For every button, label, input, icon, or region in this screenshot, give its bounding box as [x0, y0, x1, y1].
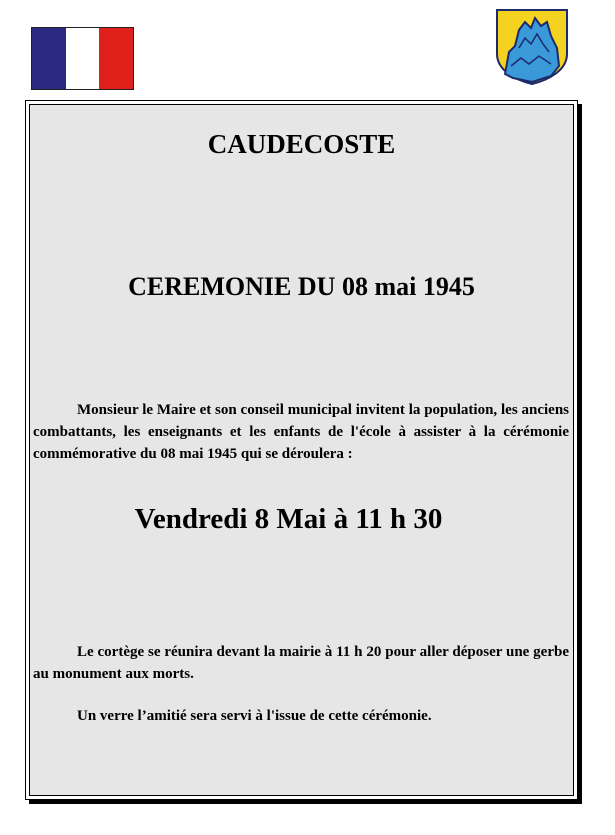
flag-stripe-red [99, 28, 133, 89]
ceremony-title: CEREMONIE DU 08 mai 1945 [128, 272, 475, 301]
invitation-paragraph: Monsieur le Maire et son conseil municipal invitent la population, les anciens combattants, les enseignants et les enfants de l'école à assister à la cérémonie commémorative du 08 mai 1945 qui se déroulera : [33, 402, 569, 462]
event-datetime: Vendredi 8 Mai à 11 h 30 [134, 503, 443, 535]
flag-stripe-white [66, 28, 100, 89]
french-flag-icon [31, 27, 134, 90]
announcement-frame [25, 100, 578, 800]
cortege-paragraph: Le cortège se réunira devant la mairie à 11 h 20 pour aller déposer une gerbe au monument aux morts. [33, 644, 569, 682]
reception-paragraph: Un verre l’amitié sera servi à l'issue de cette cérémonie. [77, 708, 432, 724]
announcement-panel [29, 104, 574, 796]
flag-stripe-blue [32, 28, 66, 89]
coat-of-arms-icon [495, 8, 569, 86]
town-title: CAUDECOSTE [207, 129, 396, 159]
